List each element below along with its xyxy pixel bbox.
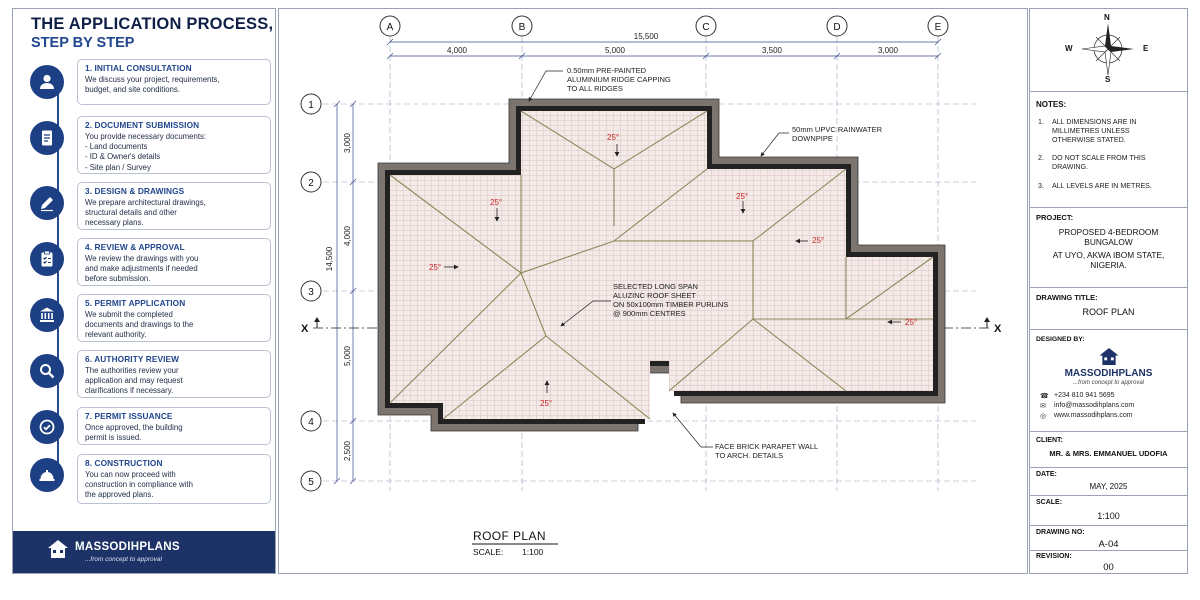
client-section [1030,431,1187,467]
note-text: ALL DIMENSIONS ARE IN MILLIMETRES UNLESS OTHERWISE STATED. [1052,118,1137,144]
designed-by-label: DESIGNED BY: [1036,336,1085,343]
date-label: DATE: [1036,471,1057,478]
house-logo-icon [1097,347,1121,366]
web-icon: ◎ [1040,413,1047,420]
grid-label-4: 4 [308,417,314,428]
slope-label: 25° [812,236,825,245]
user-icon [30,65,64,99]
step-card [77,407,271,445]
house-logo-icon [47,539,69,559]
step-title: 3. DESIGN & DRAWINGS [85,186,185,196]
slope-label: 25° [905,318,918,327]
section-marker-right: X [994,323,1002,335]
phone-icon: ☎ [1040,393,1049,400]
slope-label: 25° [607,133,620,142]
grid-label-b: B [518,22,526,33]
row-dimension: 3,000 [343,132,352,154]
annotation-line: TO ARCH. DETAILS [715,451,784,460]
step-title: 6. AUTHORITY REVIEW [85,354,180,364]
grid-label-3: 3 [308,287,314,298]
row-dimension: 2,500 [343,440,352,462]
step-card [77,294,271,342]
row-dimension: 4,000 [343,225,352,247]
document-icon [30,121,64,155]
designer-tagline: ...from concept to approval [1072,380,1145,386]
plan-scale-label: SCALE: [473,547,504,557]
contact-website: www.massodihplans.com [1054,412,1133,419]
revision-number: 00 [1103,562,1114,573]
note-text: DO NOT SCALE FROM THIS DRAWING. [1052,154,1146,171]
application-process-panel [12,8,276,574]
drawing-number: A-04 [1098,539,1119,550]
note-text: ALL LEVELS ARE IN METRES. [1052,182,1152,190]
notes-section [1030,91,1187,207]
annotation-line: ON 50x100mm TIMBER PURLINS [613,300,729,309]
step-title: 5. PERMIT APPLICATION [85,298,186,308]
parapet-annotation [715,442,818,460]
grid-row-markers [301,94,321,491]
grid-label-2: 2 [308,178,314,189]
step-description: We discuss your project, requirements, budget, and site conditions. [85,75,220,95]
step-card [77,182,271,230]
client-label: CLIENT: [1036,437,1063,444]
slope-label: 25° [736,192,749,201]
panel-subtitle: STEP BY STEP [31,35,135,51]
contact-phone: +234 810 941 5695 [1054,392,1115,399]
annotation-line: 0.50mm PRE-PAINTED [567,66,647,75]
step-card [77,454,271,504]
compass-east: E [1143,44,1149,53]
drawing-number-section [1030,525,1187,550]
overall-depth-dimension: 14,500 [325,246,334,272]
column-dimension: 4,000 [446,46,468,55]
compass-west: W [1065,44,1073,53]
revision-section [1030,550,1187,574]
notes-label: NOTES: [1036,100,1067,109]
grid-label-d: D [833,22,841,33]
column-dimension: 5,000 [604,46,626,55]
north-arrow-compass [1030,9,1187,91]
date-section [1030,467,1187,495]
email-icon: ✉ [1040,403,1046,410]
title-block [1029,8,1188,574]
panel-title: THE APPLICATION PROCESS, [31,15,274,33]
designed-by-section [1030,329,1187,431]
step-card [77,238,271,286]
step-description: We prepare architectural drawings, structural details and other necessary plans. [85,198,206,228]
step-description: You provide necessary documents: - Land documents - ID & Owner's details - Site plan / Survey [85,132,207,172]
step-description: We review the drawings with you and make adjustments if needed before submission. [85,254,199,284]
annotation-line: ALUZINC ROOF SHEET [613,291,696,300]
slope-label: 25° [490,198,503,207]
step-description: We submit the completed documents and drawings to the relevant authority. [85,310,194,340]
grid-label-1: 1 [308,100,314,111]
horizontal-dimensions [387,39,941,59]
grid-label-e: E [934,22,942,33]
slope-label: 25° [429,263,442,272]
scale-value: 1:100 [1097,511,1120,521]
magnifier-icon [30,354,64,388]
government-building-icon [30,298,64,332]
drawing-title-section [1030,287,1187,329]
step-description: Once approved, the building permit is issued. [85,423,183,443]
step-card [77,116,271,174]
footer-tagline: ...from concept to approval [85,556,162,563]
step-card [77,350,271,398]
panel-footer [13,531,275,573]
check-badge-icon [30,410,64,444]
step-title: 8. CONSTRUCTION [85,458,163,468]
grid-label-a: A [386,22,394,33]
vertical-dimensions [334,101,356,484]
compass-south: S [1105,75,1111,84]
annotation-line: @ 900mm CENTRES [613,309,686,318]
slope-label: 25° [540,399,553,408]
grid-label-5: 5 [308,477,314,488]
step-card [77,59,271,105]
roof-plan-drawing [279,9,1029,575]
ridge-annotation [567,66,671,93]
grid-label-c: C [702,22,710,33]
designer-brand: MASSODIHPLANS [1064,368,1153,379]
drawing-number-label: DRAWING NO: [1036,529,1085,536]
project-location: AT UYO, AKWA IBOM STATE, NIGERIA. [1052,250,1165,270]
plan-title: ROOF PLAN [473,529,546,543]
step-description: The authorities review your application and may request clarifications if necessary. [85,366,183,396]
annotation-line: FACE BRICK PARAPET WALL [715,442,819,451]
column-dimension: 3,000 [877,46,899,55]
drawing-title: ROOF PLAN [1082,307,1135,317]
annotation-line: DOWNPIPE [792,134,833,143]
project-section [1030,207,1187,287]
drawing-frame [278,8,1028,574]
column-dimension: 3,500 [761,46,783,55]
compass-north: N [1104,13,1110,22]
date-value: MAY, 2025 [1089,482,1128,491]
overall-width-dimension: 15,500 [633,32,659,41]
annotation-line: TO ALL RIDGES [567,84,623,93]
contact-email: info@massodihplans.com [1054,402,1135,409]
annotation-line: 50mm UPVC RAINWATER [792,125,883,134]
note-number: 2. [1038,154,1044,162]
revision-label: REVISION: [1036,553,1072,560]
plan-scale-value: 1:100 [522,547,544,557]
step-description: You can now proceed with construction in compliance with the approved plans. [85,470,193,500]
client-name: MR. & MRS. EMMANUEL UDOFIA [1049,449,1168,458]
scale-section [1030,495,1187,525]
annotation-line: SELECTED LONG SPAN [613,282,698,291]
pencil-icon [30,186,64,220]
note-number: 3. [1038,182,1044,190]
project-label: PROJECT: [1036,213,1074,222]
step-title: 4. REVIEW & APPROVAL [85,242,185,252]
clipboard-check-icon [30,242,64,276]
step-title: 1. INITIAL CONSULTATION [85,63,192,73]
project-title: PROPOSED 4-BEDROOM BUNGALOW [1058,227,1159,247]
annotation-line: ALUMINIUM RIDGE CAPPING [567,75,671,84]
step-title: 7. PERMIT ISSUANCE [85,411,173,421]
drawing-title-label: DRAWING TITLE: [1036,293,1098,302]
hard-hat-icon [30,458,64,492]
scale-label: SCALE: [1036,499,1063,506]
note-number: 1. [1038,118,1044,126]
grid-column-markers [380,16,948,36]
section-marker-left: X [301,323,309,335]
step-title: 2. DOCUMENT SUBMISSION [85,120,200,130]
row-dimension: 5,000 [343,345,352,367]
footer-brand: MASSODIHPLANS [75,541,180,553]
